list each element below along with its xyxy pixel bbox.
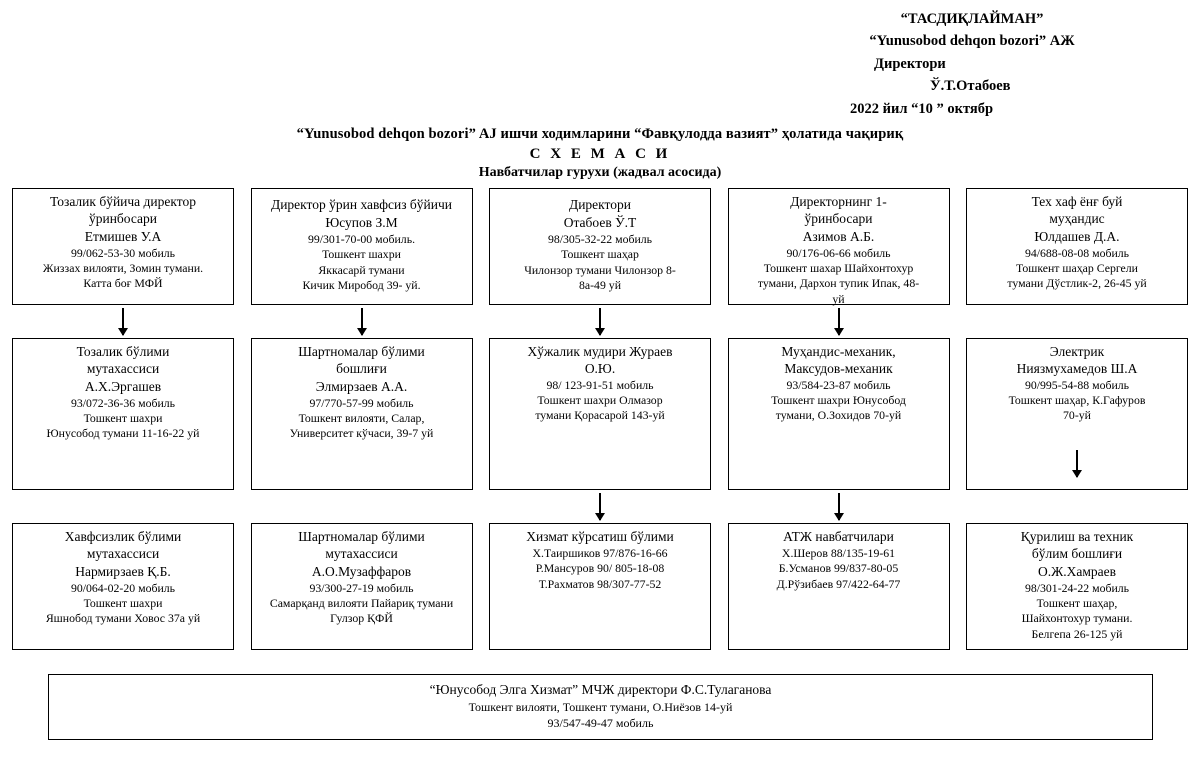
node-head: Директорнинг 1- ўринбосари <box>790 194 887 226</box>
node-line: 90/995-54-88 мобиль <box>1024 377 1130 392</box>
node-line: 90/176-06-66 мобиль <box>786 245 891 260</box>
node-head: Хўжалик мудири Жураев О.Ю. <box>527 344 673 376</box>
node-name: Элмирзаев А.А. <box>315 378 408 394</box>
node-name: Юлдашев Д.А. <box>1034 228 1120 244</box>
node-head: АТЖ навбатчилари <box>783 529 894 544</box>
node-line: Тошкент шахри <box>83 596 163 611</box>
approval-line-4: Ў.Т.Отабоев <box>930 78 1011 95</box>
node-name: Азимов А.Б. <box>802 228 875 244</box>
node-name: Юсупов З.М <box>325 214 398 230</box>
node-name: Отабоев Ў.Т <box>563 214 637 230</box>
node-line: 8а-49 уй <box>578 277 622 292</box>
node-line: Р.Мансуров 90/ 805-18-08 <box>535 561 665 576</box>
node-head: Хавфсизлик бўлими мутахассиси <box>64 529 182 561</box>
node-row2-col4 <box>728 338 950 490</box>
node-line: Х.Шеров 88/135-19-61 <box>781 545 896 560</box>
arrow-down-icon <box>838 308 840 335</box>
chart-grid <box>12 188 1188 650</box>
node-row1-col1 <box>12 188 234 305</box>
node-line: Яккасарй тумани <box>318 262 405 277</box>
node-row3-col4 <box>728 523 950 650</box>
node-line: 70-уй <box>1063 408 1091 423</box>
arrow-down-icon <box>361 308 363 335</box>
node-line: Тошкент шаҳар, К.Гафуров <box>1008 393 1146 408</box>
node-line: Тошкент шаҳар, <box>1036 596 1118 611</box>
page-title: “Yunusobod dehqon bozori” AJ ишчи ходимларини “Фавқулодда вазият” ҳолатида чақириқ <box>296 126 904 142</box>
node-line: Д.Рўзибаев 97/422-64-77 <box>776 576 901 591</box>
node-line: Шайхонтохур тумани. <box>1021 611 1133 626</box>
node-head: Шартномалар бўлими бошлиғи <box>298 344 425 376</box>
node-row1-col3 <box>489 188 711 305</box>
node-row2-col1 <box>12 338 234 490</box>
node-head: Электрик Ниязмухамедов Ш.А <box>1016 344 1138 376</box>
footer-line-1: “Юнусобод Элга Хизмат” МЧЖ директори Ф.С.Тулаганова <box>429 682 772 697</box>
node-head: Муҳандис-механик, Максудов-механик <box>781 344 896 376</box>
node-name: А.О.Музаффаров <box>311 563 412 579</box>
node-line: 90/064-02-20 мобиль <box>70 580 176 595</box>
node-line: 97/770-57-99 мобиль <box>309 395 414 410</box>
footer-node <box>48 674 1153 740</box>
footer-line-2: Тошкент вилояти, Тошкент тумани, О.Ниёзов 14-уй <box>468 700 733 715</box>
approval-line-5: 2022 йил “10 ” октябр <box>850 100 994 117</box>
approval-block <box>762 8 1182 120</box>
node-line: 99/301-70-00 мобиль. <box>307 231 416 246</box>
node-head: Директори <box>568 197 631 212</box>
node-line: Чилонзор тумани Чилонзор 8- <box>524 262 676 277</box>
node-line: Гулзор ҚФЙ <box>330 611 393 626</box>
node-line: Тошкент шахри Олмазор <box>537 393 663 408</box>
node-row3-col5 <box>966 523 1188 650</box>
node-row3-col1 <box>12 523 234 650</box>
node-name: А.Х.Эргашев <box>84 378 162 394</box>
node-row3-col2 <box>251 523 473 650</box>
node-line: тумани Дўстлик-2, 26-45 уй <box>1007 276 1147 291</box>
footer-line-3: 93/547-49-47 мобиль <box>547 716 654 731</box>
connector-row-2 <box>12 490 1188 523</box>
node-line: Кичик Миробод 39- уй. <box>302 277 421 292</box>
node-line: Тошкент шаҳар <box>561 247 639 262</box>
node-name: О.Ж.Хамраев <box>1038 563 1116 579</box>
node-line: Тошкент шахри <box>83 411 163 426</box>
node-line: 98/305-32-22 мобиль <box>547 231 653 246</box>
node-line: 98/301-24-22 мобиль <box>1024 580 1130 595</box>
approval-line-3: Директори <box>874 55 946 72</box>
node-line: Тошкент шахар Шайхонтохур <box>763 261 914 276</box>
chart-row-3 <box>12 523 1188 650</box>
arrow-down-icon <box>1076 450 1078 477</box>
arrow-down-icon <box>122 308 124 335</box>
title-block <box>0 126 1200 181</box>
node-line: 93/300-27-19 мобиль <box>309 580 414 595</box>
node-row1-col5 <box>966 188 1188 305</box>
node-head: Тех хаф ёнғ буй муҳандис <box>1031 194 1123 226</box>
node-line: Университет кўчаси, 39-7 уй <box>289 426 434 441</box>
node-row1-col2 <box>251 188 473 305</box>
node-line: Б.Усманов 99/837-80-05 <box>778 561 899 576</box>
node-line: 94/688-08-08 мобиль <box>1024 245 1130 260</box>
node-line: Тошкент вилояти, Салар, <box>298 411 425 426</box>
node-row3-col3 <box>489 523 711 650</box>
node-line: 99/062-53-30 мобиль <box>70 245 176 260</box>
node-head: Қурилиш ва техник бўлим бошлиғи <box>1020 529 1134 561</box>
node-head: Хизмат кўрсатиш бўлими <box>526 529 674 544</box>
node-row2-col2 <box>251 338 473 490</box>
node-row2-col5 <box>966 338 1188 490</box>
node-line: Жиззах вилояти, Зомин тумани. <box>42 261 204 276</box>
node-line: 93/584-23-87 мобиль <box>786 377 891 392</box>
page-subtitle: С Х Е М А С И <box>529 146 671 162</box>
arrow-down-icon <box>599 493 601 520</box>
approval-line-2: “Yunusobod dehqon bozori” АЖ <box>869 33 1075 50</box>
node-line: тумани, Дархон тупик Ипак, 48- <box>757 276 920 291</box>
node-line: Тошкент шахри Юнусобод <box>771 393 906 408</box>
duty-group-note: Навбатчилар гурухи (жадвал асосида) <box>478 165 722 180</box>
node-line: Яшнобод тумани Ховос 37а уй <box>45 611 201 626</box>
node-head: Шартномалар бўлими мутахассиси <box>298 529 425 561</box>
node-line: Тошкент шахри <box>322 247 401 262</box>
node-head: Тозалик бўлими мутахассиси <box>76 344 170 376</box>
node-line: 93/072-36-36 мобиль <box>70 395 176 410</box>
connector-row-1 <box>12 305 1188 338</box>
node-line: Х.Таиршиков 97/876-16-66 <box>532 545 668 560</box>
node-line: тумани, О.Зохидов 70-уй <box>775 408 902 423</box>
node-line: 98/ 123-91-51 мобиль <box>546 377 654 392</box>
chart-row-2 <box>12 338 1188 490</box>
node-name: Етмишев У.А <box>84 228 162 244</box>
node-line: Самарқанд вилояти Пайариқ тумани <box>269 596 454 611</box>
node-row1-col4 <box>728 188 950 305</box>
arrow-down-icon <box>838 493 840 520</box>
node-line: тумани Қорасарой 143-уй <box>535 408 665 423</box>
node-row2-col3 <box>489 338 711 490</box>
approval-line-1: “ТАСДИҚЛАЙМАН” <box>900 11 1044 27</box>
node-head: Тозалик бўйича директор ўринбосари <box>50 194 196 226</box>
node-line: Белгепа 26-125 уй <box>1031 626 1123 641</box>
node-line: Катта боғ МФЙ <box>83 276 163 291</box>
node-line: Юнусобод тумани 11-16-22 уй <box>46 426 200 441</box>
chart-row-1 <box>12 188 1188 305</box>
node-line: уй <box>832 291 845 306</box>
node-line: Тошкент шаҳар Сергели <box>1016 261 1138 276</box>
node-name: Нармирзаев Қ.Б. <box>75 563 171 579</box>
arrow-down-icon <box>599 308 601 335</box>
node-line: Т.Рахматов 98/307-77-52 <box>538 576 662 591</box>
node-head: Директор ўрин хавфсиз бўйичи <box>271 197 452 212</box>
